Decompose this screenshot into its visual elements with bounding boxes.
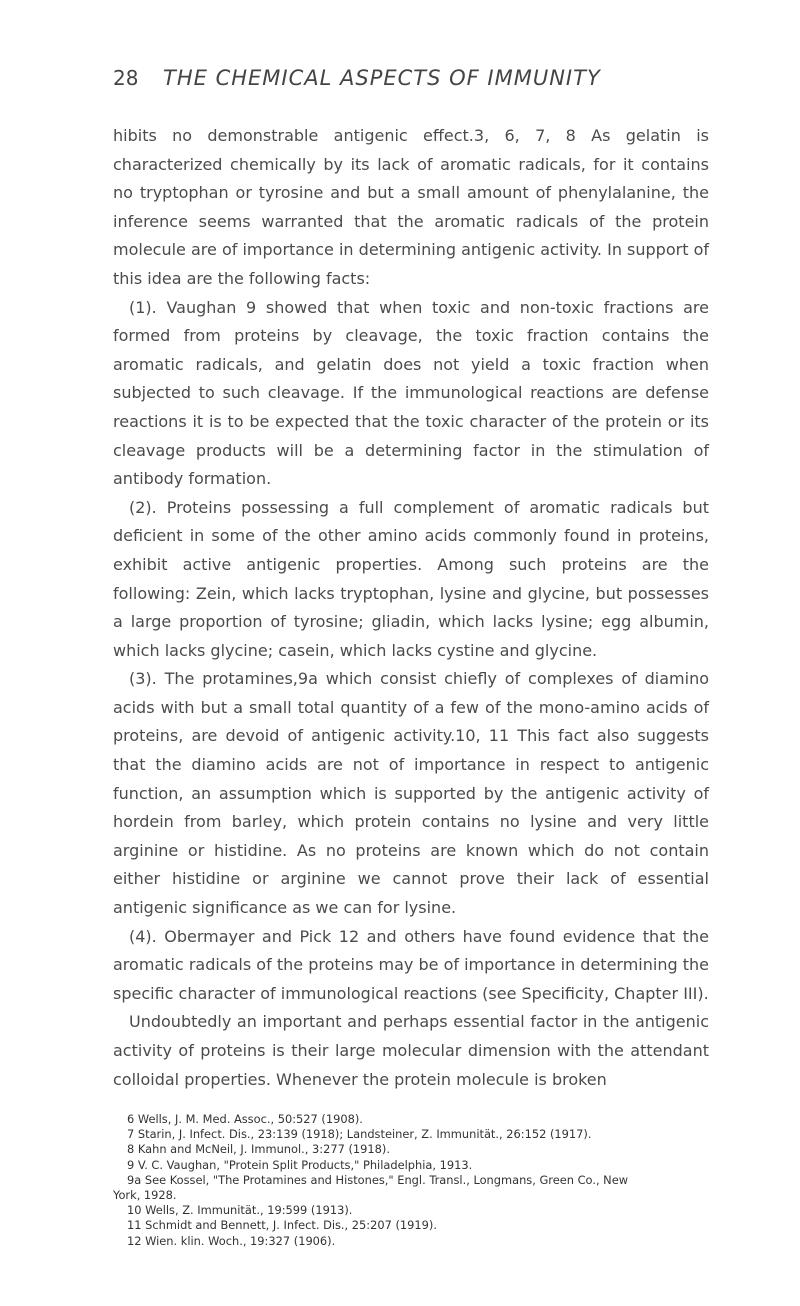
running-head: THE CHEMICAL ASPECTS OF IMMUNITY bbox=[163, 66, 601, 90]
page-number: 28 bbox=[113, 66, 139, 90]
paragraph: hibits no demonstrable antigenic effect.3, 6, 7, 8 As gelatin is characterized chemically by its lack of aromatic radicals, for it contains no tryptophan or tyrosine and but a small amount of phenylalanine, the inference seems warranted that the aromatic radicals of the protein molecule are of importance in determining antigenic activity. In support of this idea are the following facts: bbox=[113, 126, 709, 288]
footnote: 9a See Kossel, "The Protamines and Histones," Engl. Transl., Longmans, Green Co., New bbox=[127, 1172, 629, 1187]
footnotes bbox=[113, 1112, 713, 1249]
paragraph: Undoubtedly an important and perhaps essential factor in the antigenic activity of proteins is their large molecular dimension with the attendant colloidal properties. Whenever the protein molecule is broken bbox=[113, 1012, 709, 1089]
page-header bbox=[113, 66, 700, 96]
paragraph: (1). Vaughan 9 showed that when toxic and non-toxic fractions are formed from proteins by cleavage, the toxic fraction contains the aromatic radicals, and gelatin does not yield a toxic fraction when subjected to such cleavage. If the immunological reactions are defense reactions it is to be expected that the toxic character of the protein or its cleavage products will be a determining factor in the stimulation of antibody formation. bbox=[113, 297, 709, 489]
paragraph: (2). Proteins possessing a full complement of aromatic radicals but deficient in some of the other amino acids commonly found in proteins, exhibit active antigenic properties. Among such proteins are the following: Zein, which lacks tryptophan, lysine and glycine, but possesses a large proportion of tyrosine; gliadin, which lacks lysine; egg albumin, which lacks glycine; casein, which lacks cystine and glycine. bbox=[113, 497, 709, 660]
footnote: 12 Wien. klin. Woch., 19:327 (1906). bbox=[127, 1233, 336, 1248]
body-text bbox=[113, 122, 709, 1094]
paragraph: (3). The protamines,9a which consist chiefly of complexes of diamino acids with but a small total quantity of a few of the mono-amino acids of proteins, are devoid of antigenic activity.10, 11 This fact also suggests that the diamino acids are not of importance in respect to antigenic function, an assumption which is supported by the antigenic activity of hordein from barley, which protein contains no lysine and very little arginine or histidine. As no proteins are known which do not contain either histidine or arginine we cannot prove their lack of essential antigenic significance as we can for lysine. bbox=[113, 669, 709, 918]
footnote: 11 Schmidt and Bennett, J. Infect. Dis., 25:207 (1919). bbox=[127, 1218, 437, 1233]
footnote: 6 Wells, J. M. Med. Assoc., 50:527 (1908). bbox=[127, 1112, 363, 1126]
footnote: 7 Starin, J. Infect. Dis., 23:139 (1918); Landsteiner, Z. Immunität., 26:152 (1917). bbox=[127, 1127, 592, 1142]
footnote: 8 Kahn and McNeil, J. Immunol., 3:277 (1918). bbox=[127, 1142, 390, 1157]
footnote: 10 Wells, Z. Immunität., 19:599 (1913). bbox=[127, 1203, 353, 1218]
footnote: 9 V. C. Vaughan, "Protein Split Products," Philadelphia, 1913. bbox=[127, 1157, 473, 1172]
paragraph: (4). Obermayer and Pick 12 and others have found evidence that the aromatic radicals of the proteins may be of importance in determining the specific character of immunological reactions (see Specificity, Chapter III). bbox=[113, 926, 709, 1003]
footnote-continuation: York, 1928. bbox=[113, 1188, 177, 1203]
